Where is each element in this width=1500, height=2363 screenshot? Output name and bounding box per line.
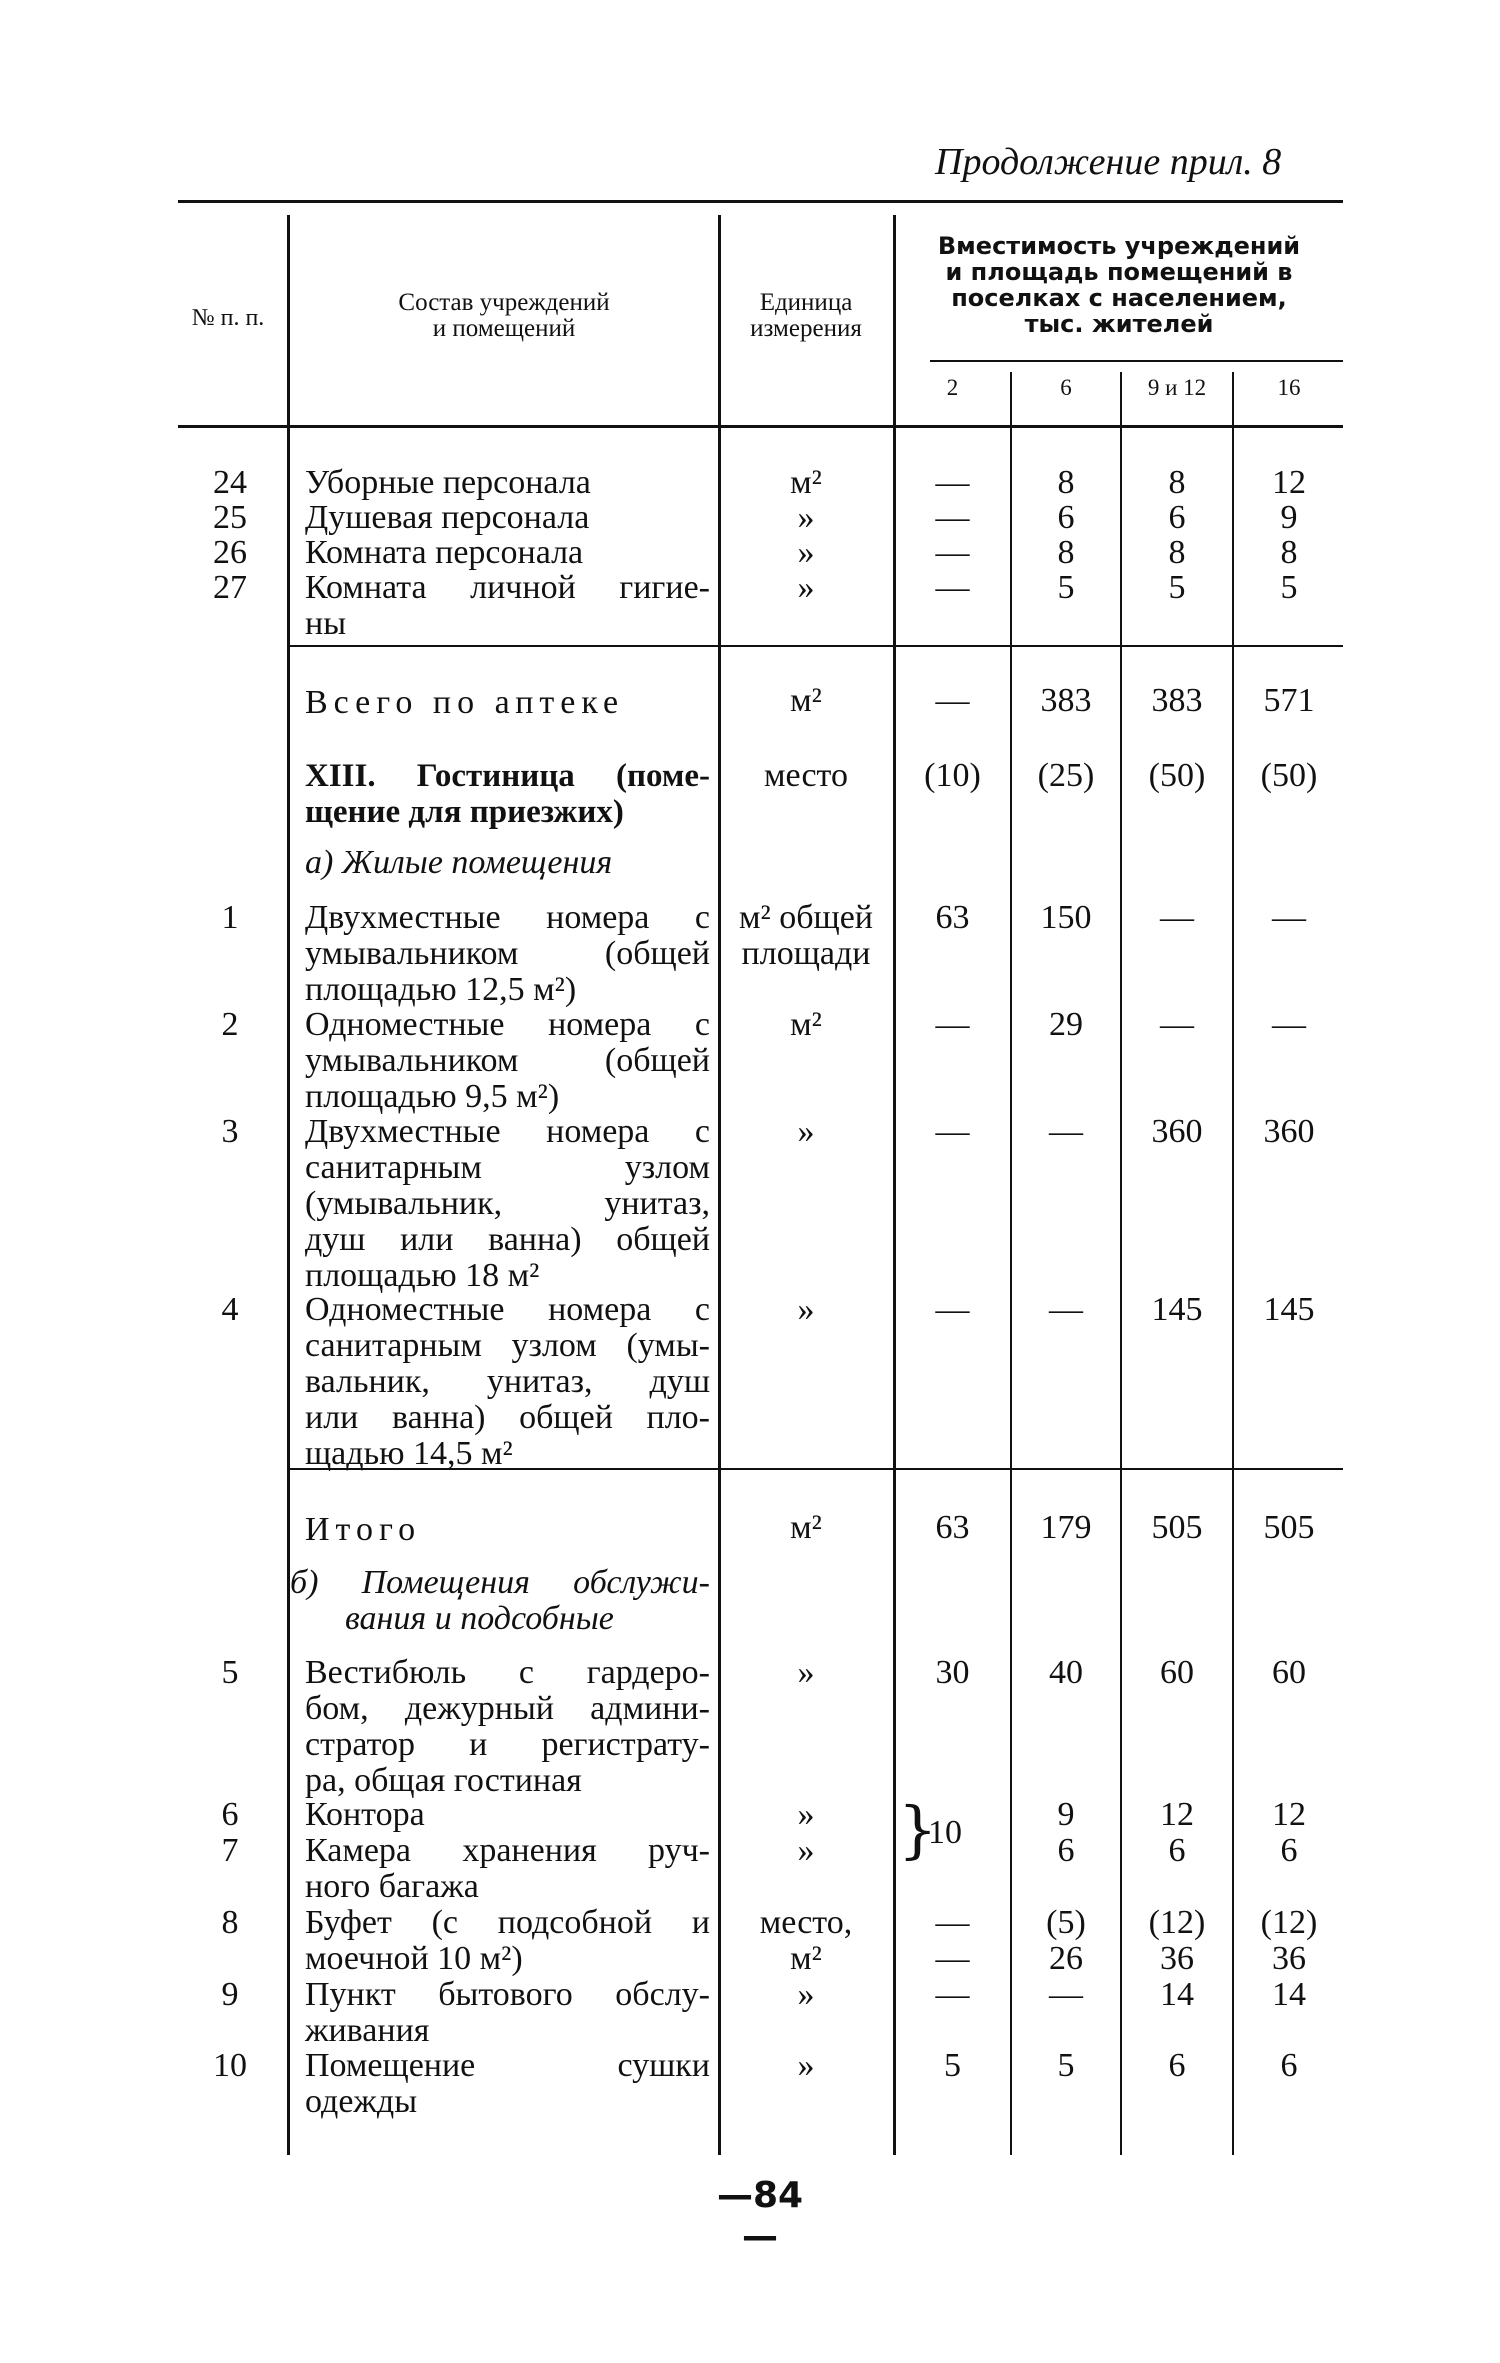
row-number: 7 xyxy=(221,1832,239,1869)
brace-value: 10 xyxy=(928,1814,962,1851)
row-value: — xyxy=(935,1940,970,1977)
row-unit: м² xyxy=(790,1006,822,1043)
row-value: (5) xyxy=(1046,1904,1086,1941)
itogo-value: 179 xyxy=(1040,1509,1092,1546)
header-bottom-rule xyxy=(178,425,1343,428)
row-name-line: ны xyxy=(305,605,347,642)
subsection-a-title: а) Жилые помещения xyxy=(305,844,613,881)
row-name-line: санитарным узлом (умы- xyxy=(305,1327,710,1364)
row-number: 3 xyxy=(221,1113,239,1150)
row-number: 1 xyxy=(221,899,239,936)
row-value: 6 xyxy=(1057,499,1075,536)
row-value: 150 xyxy=(1040,899,1092,936)
row-value: — xyxy=(1272,899,1306,936)
running-title: Продолжение прил. 8 xyxy=(935,141,1282,183)
row-unit: м² xyxy=(790,464,822,501)
row-number: 8 xyxy=(221,1904,239,1941)
subheader-9-12: 9 и 12 xyxy=(1147,375,1207,400)
row-value: 9 xyxy=(1057,1796,1075,1833)
row-value: — xyxy=(935,1976,970,2013)
section-13-value: (25) xyxy=(1037,757,1095,794)
row-value: 12 xyxy=(1160,1796,1194,1833)
row-name-line: бом, дежурный админи- xyxy=(305,1690,710,1727)
row-value: 60 xyxy=(1272,1654,1306,1691)
row-name-line: Контора xyxy=(305,1796,425,1833)
section-13-title: XIII. Гостиница (поме- xyxy=(305,758,710,794)
row-value: 14 xyxy=(1272,1976,1306,2013)
col-rule-5 xyxy=(1120,372,1122,2155)
row-value: 145 xyxy=(1263,1291,1315,1328)
row-name-line: умывальником (общей xyxy=(305,1042,710,1079)
row-name-line: Двухместные номера с xyxy=(305,899,710,936)
row-value: (12) xyxy=(1260,1904,1318,1941)
row-value: — xyxy=(935,1113,970,1150)
row-value: 360 xyxy=(1263,1113,1315,1150)
itogo-value: 505 xyxy=(1151,1509,1203,1546)
row-name-line: Уборные персонала xyxy=(305,464,591,501)
row-value: 8 xyxy=(1168,464,1186,501)
row-value: 5 xyxy=(1168,569,1186,606)
row-number: 25 xyxy=(213,499,247,536)
row-unit: » xyxy=(797,2047,815,2084)
subsection-b-title: вания и подсобные xyxy=(345,1600,614,1637)
itogo-value: 63 xyxy=(935,1509,970,1546)
row-name-line: щадью 14,5 м² xyxy=(305,1435,513,1472)
header-capacity: Вместимость учреждений и площадь помещений в поселках с населением, тыс. жителей xyxy=(937,232,1301,338)
row-value: (12) xyxy=(1148,1904,1206,1941)
row-unit: площади xyxy=(741,935,871,972)
row-unit: » xyxy=(797,1113,815,1150)
row-value: — xyxy=(1160,899,1194,936)
row-number: 27 xyxy=(213,569,247,606)
row-value: 36 xyxy=(1160,1940,1194,1977)
subheader-2: 2 xyxy=(946,375,959,400)
itogo-unit: м² xyxy=(790,1509,822,1546)
total-pharmacy-unit: м² xyxy=(790,682,822,719)
itogo-value: 505 xyxy=(1263,1509,1315,1546)
row-unit: » xyxy=(797,1654,815,1691)
row-number: 10 xyxy=(213,2047,247,2084)
row-name-line: Вестибюль с гардеро- xyxy=(305,1654,710,1691)
subheader-6: 6 xyxy=(1060,375,1072,400)
row-unit: место, xyxy=(759,1904,853,1941)
row-unit: » xyxy=(797,499,815,536)
row-value: 6 xyxy=(1280,1832,1298,1869)
row-value: 5 xyxy=(1280,569,1298,606)
row-unit: » xyxy=(797,1291,815,1328)
row-value: — xyxy=(1049,1976,1083,2013)
row-value: — xyxy=(935,1904,970,1941)
page-number: —84— xyxy=(716,2175,804,2257)
row-value: 5 xyxy=(1057,569,1075,606)
table-top-rule xyxy=(178,200,1343,203)
row-value: 6 xyxy=(1168,1832,1186,1869)
row-name-line: стратор и регистрату- xyxy=(305,1726,710,1763)
row-unit: м² xyxy=(790,1940,822,1977)
row-number: 6 xyxy=(221,1796,239,1833)
row-name-line: Двухместные номера с xyxy=(305,1113,710,1150)
brace-icon: } xyxy=(898,1793,938,1866)
row-name-line: Одноместные номера с xyxy=(305,1291,710,1328)
col-rule-4 xyxy=(1010,372,1012,2155)
header-unit: Единица измерения xyxy=(750,289,862,342)
row-number: 9 xyxy=(221,1976,239,2013)
row-name-line: площадью 9,5 м²) xyxy=(305,1078,560,1115)
rule-before-total xyxy=(290,645,1343,647)
row-value: 8 xyxy=(1280,534,1298,571)
row-name-line: Буфет (с подсобной и xyxy=(305,1904,710,1941)
row-name-line: ного багажа xyxy=(305,1868,479,1905)
subsection-b-title: б) Помещения обслужи- xyxy=(290,1564,710,1601)
row-number: 5 xyxy=(221,1654,239,1691)
row-number: 26 xyxy=(213,534,247,571)
row-unit: м² общей xyxy=(739,899,873,936)
header-name: Состав учреждений и помещений xyxy=(398,289,610,342)
row-name-line: одежды xyxy=(305,2083,418,2120)
row-value: — xyxy=(1160,1006,1194,1043)
total-pharmacy-value: 383 xyxy=(1151,682,1203,719)
col-rule-1 xyxy=(287,215,290,2155)
row-unit: » xyxy=(797,569,815,606)
row-name-line: Помещение сушки xyxy=(305,2047,710,2084)
row-name-line: Комната персонала xyxy=(305,534,584,571)
total-pharmacy-value: 571 xyxy=(1263,682,1315,719)
section-13-value: (10) xyxy=(924,757,981,794)
row-name-line: душ или ванна) общей xyxy=(305,1221,710,1258)
row-value: — xyxy=(935,1291,970,1328)
row-name-line: санитарным узлом xyxy=(305,1149,710,1186)
row-value: — xyxy=(1049,1113,1083,1150)
row-unit: » xyxy=(797,1796,815,1833)
row-value: 40 xyxy=(1049,1654,1083,1691)
col-rule-6 xyxy=(1232,372,1234,2155)
row-value: 14 xyxy=(1160,1976,1194,2013)
section-13-title: щение для приезжих) xyxy=(305,794,624,830)
row-value: 6 xyxy=(1168,2047,1186,2084)
row-name-line: площадью 12,5 м²) xyxy=(305,971,577,1008)
section-13-value: (50) xyxy=(1260,757,1318,794)
row-value: 6 xyxy=(1280,2047,1298,2084)
header-no: № п. п. xyxy=(191,305,265,331)
row-value: 30 xyxy=(935,1654,970,1691)
row-name-line: Камера хранения руч- xyxy=(305,1832,710,1869)
row-value: 12 xyxy=(1272,464,1306,501)
row-name-line: Одноместные номера с xyxy=(305,1006,710,1043)
row-value: — xyxy=(1272,1006,1306,1043)
row-name-line: Пункт бытового обслу- xyxy=(305,1976,710,2013)
row-value: — xyxy=(935,1006,970,1043)
row-name-line: или ванна) общей пло- xyxy=(305,1399,710,1436)
row-value: 9 xyxy=(1280,499,1298,536)
row-value: 6 xyxy=(1057,1832,1075,1869)
row-value: 60 xyxy=(1160,1654,1194,1691)
row-value: — xyxy=(1049,1291,1083,1328)
row-value: — xyxy=(935,499,970,536)
row-name-line: живания xyxy=(305,2012,430,2049)
total-pharmacy-value: 383 xyxy=(1040,682,1092,719)
row-name-line: вальник, унитаз, душ xyxy=(305,1363,710,1400)
row-value: 63 xyxy=(935,899,970,936)
row-name-line: площадью 18 м² xyxy=(305,1257,540,1294)
subheader-16: 16 xyxy=(1277,375,1301,400)
row-value: 5 xyxy=(1057,2047,1075,2084)
total-pharmacy-label: Всего по аптеке xyxy=(305,684,625,721)
row-value: — xyxy=(935,464,970,501)
row-value: 8 xyxy=(1057,464,1075,501)
row-value: 145 xyxy=(1151,1291,1203,1328)
row-unit: » xyxy=(797,1976,815,2013)
section-13-value: (50) xyxy=(1148,757,1206,794)
row-number: 4 xyxy=(221,1291,239,1328)
row-value: 8 xyxy=(1168,534,1186,571)
row-value: 36 xyxy=(1272,1940,1306,1977)
row-value: 5 xyxy=(944,2047,961,2084)
itogo-label: Итого xyxy=(305,1511,422,1548)
row-number: 2 xyxy=(221,1006,239,1043)
row-name-line: ра, общая гостиная xyxy=(305,1762,582,1799)
row-value: — xyxy=(935,569,970,606)
row-name-line: (умывальник, унитаз, xyxy=(305,1185,710,1222)
total-pharmacy-value: — xyxy=(935,682,970,719)
subheader-rule xyxy=(930,360,1343,362)
row-name-line: Комната личной гигие- xyxy=(305,569,710,606)
row-value: 360 xyxy=(1151,1113,1203,1150)
section-13-unit: место xyxy=(764,757,848,794)
row-unit: » xyxy=(797,1832,815,1869)
row-value: 6 xyxy=(1168,499,1186,536)
row-value: 8 xyxy=(1057,534,1075,571)
row-name-line: Душевая персонала xyxy=(305,499,590,536)
row-value: 26 xyxy=(1049,1940,1083,1977)
row-unit: » xyxy=(797,534,815,571)
row-value: 29 xyxy=(1049,1006,1083,1043)
row-number: 24 xyxy=(213,464,247,501)
row-value: — xyxy=(935,534,970,571)
row-value: 12 xyxy=(1272,1796,1306,1833)
row-name-line: моечной 10 м²) xyxy=(305,1940,523,1977)
row-name-line: умывальником (общей xyxy=(305,935,710,972)
